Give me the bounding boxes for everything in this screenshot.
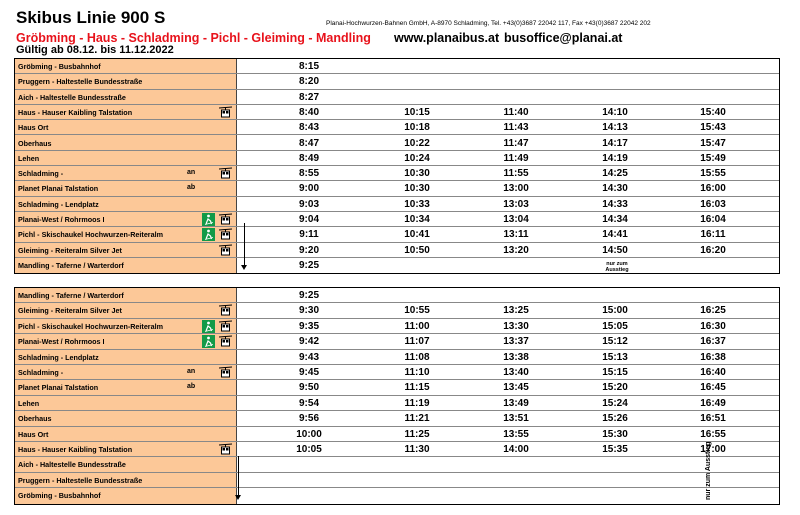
timetable-row bbox=[15, 258, 779, 273]
departure-time: 15:26 bbox=[602, 413, 628, 425]
stop-name: Gröbming - Busbahnhof bbox=[18, 491, 101, 501]
validity-period: Gültig ab 08.12. bis 11.12.2022 bbox=[16, 44, 174, 56]
timetable-row bbox=[15, 181, 779, 196]
departure-time: 13:45 bbox=[503, 382, 529, 394]
return-timetable bbox=[14, 287, 780, 505]
timetable-row bbox=[15, 197, 779, 212]
departure-time: 9:30 bbox=[298, 305, 319, 317]
departure-time: 16:30 bbox=[700, 320, 726, 332]
outbound-timetable bbox=[14, 58, 780, 274]
departure-time: 11:55 bbox=[503, 168, 529, 180]
departure-time: 16:25 bbox=[700, 305, 726, 317]
timetable-row bbox=[15, 59, 779, 74]
arrival-departure-label: an bbox=[187, 169, 196, 177]
departure-time: 9:54 bbox=[298, 397, 319, 409]
departure-time: 8:40 bbox=[298, 106, 319, 118]
stop-name: Mandling - Taferne / Warterdorf bbox=[18, 260, 124, 270]
departure-time: 13:00 bbox=[503, 183, 529, 195]
timetable-row bbox=[15, 380, 779, 395]
timetable-row bbox=[15, 288, 779, 303]
timetable-row bbox=[15, 427, 779, 442]
departure-time: 9:45 bbox=[298, 367, 319, 378]
departure-time: 15:35 bbox=[602, 444, 628, 455]
departure-time: 13:04 bbox=[503, 214, 529, 225]
departure-time: 9:42 bbox=[298, 336, 319, 348]
departure-time: 11:49 bbox=[503, 152, 529, 164]
departure-time: 14:00 bbox=[503, 444, 529, 455]
departure-time: 9:00 bbox=[298, 183, 319, 195]
departure-time: 13:51 bbox=[503, 413, 529, 425]
departure-time: 14:25 bbox=[602, 168, 628, 180]
departure-time: 15:49 bbox=[700, 152, 726, 164]
departure-time: 15:00 bbox=[602, 305, 628, 317]
stop-name: Haus Ort bbox=[18, 123, 49, 133]
departure-time: 16:38 bbox=[700, 351, 726, 363]
timetable-row bbox=[15, 319, 779, 334]
departure-time: 11:19 bbox=[404, 397, 430, 409]
stop-name: Gleiming - Reiteralm Silver Jet bbox=[18, 245, 122, 255]
exit-only-note-vertical: nur zum Ausstieg bbox=[705, 441, 712, 500]
timetable-row bbox=[15, 473, 779, 488]
ski-exit-icon bbox=[202, 213, 215, 226]
departure-time: 9:03 bbox=[298, 198, 319, 210]
gondola-lift-icon bbox=[219, 320, 232, 333]
departure-time: 8:15 bbox=[298, 61, 319, 72]
departure-time: 8:55 bbox=[298, 168, 319, 180]
stop-name: Lehen bbox=[18, 398, 40, 408]
exit-only-note: nur zum Ausstieg bbox=[605, 261, 629, 273]
departure-time: 14:10 bbox=[602, 106, 628, 118]
departure-time: 8:47 bbox=[298, 137, 319, 149]
departure-time: 16:04 bbox=[700, 214, 726, 225]
departure-time: 14:41 bbox=[602, 229, 628, 241]
direction-arrow-line bbox=[244, 223, 245, 265]
departure-time: 13:49 bbox=[503, 397, 529, 409]
ski-exit-icon bbox=[202, 320, 215, 333]
departure-time: 14:50 bbox=[602, 244, 628, 256]
departure-time: 16:45 bbox=[700, 382, 726, 394]
departure-time: 8:43 bbox=[298, 122, 319, 134]
departure-time: 15:15 bbox=[602, 367, 628, 378]
departure-time: 9:11 bbox=[299, 229, 319, 241]
departure-time: 8:49 bbox=[298, 152, 319, 164]
gondola-lift-icon bbox=[219, 304, 232, 317]
departure-time: 9:50 bbox=[298, 382, 319, 394]
direction-arrow-line bbox=[238, 456, 239, 496]
timetable-row bbox=[15, 90, 779, 105]
stop-name: Schladming - Lendplatz bbox=[18, 352, 99, 362]
ski-exit-icon bbox=[202, 335, 215, 348]
departure-time: 10:30 bbox=[404, 168, 430, 180]
stop-name: Schladming - Lendplatz bbox=[18, 199, 99, 209]
timetable-row bbox=[15, 120, 779, 135]
departure-time: 13:30 bbox=[503, 320, 529, 332]
stop-name: Pruggern - Haltestelle Bundesstraße bbox=[18, 475, 143, 485]
departure-time: 16:03 bbox=[700, 198, 726, 210]
departure-time: 15:55 bbox=[700, 168, 726, 180]
stop-name: Aich - Haltestelle Bundesstraße bbox=[18, 92, 126, 102]
departure-time: 15:47 bbox=[700, 137, 726, 149]
departure-time: 15:43 bbox=[700, 122, 726, 134]
departure-time: 8:27 bbox=[298, 91, 319, 103]
departure-time: 9:43 bbox=[298, 351, 319, 363]
departure-time: 13:25 bbox=[503, 305, 529, 317]
departure-time: 13:03 bbox=[503, 198, 529, 210]
stop-name: Pruggern - Haltestelle Bundesstraße bbox=[18, 77, 143, 87]
gondola-lift-icon bbox=[219, 443, 232, 456]
stop-name: Oberhaus bbox=[18, 414, 52, 424]
stop-name: Haus Ort bbox=[18, 429, 49, 439]
stop-name: Haus - Hauser Kaibling Talstation bbox=[18, 107, 133, 117]
departure-time: 11:47 bbox=[503, 137, 529, 149]
departure-time: 9:04 bbox=[298, 214, 319, 225]
stop-name: Planai-West / Rohrmoos I bbox=[18, 215, 105, 224]
stop-name: Schladming - bbox=[18, 368, 64, 377]
timetable-row bbox=[15, 212, 779, 227]
arrival-departure-label: ab bbox=[187, 383, 196, 391]
departure-time: 8:20 bbox=[298, 76, 319, 88]
departure-time: 10:24 bbox=[404, 152, 430, 164]
departure-time: 11:15 bbox=[404, 382, 430, 394]
departure-time: 14:17 bbox=[602, 137, 628, 149]
departure-time: 14:19 bbox=[602, 152, 628, 164]
departure-time: 11:21 bbox=[404, 413, 430, 425]
route-description: Gröbming - Haus - Schladming - Pichl - Gleiming - Mandling bbox=[16, 31, 371, 45]
departure-time: 10:22 bbox=[404, 137, 430, 149]
gondola-lift-icon bbox=[219, 213, 232, 226]
stop-name: Planet Planai Talstation bbox=[18, 383, 99, 393]
departure-time: 10:55 bbox=[404, 305, 430, 317]
stop-name: Oberhaus bbox=[18, 138, 52, 148]
departure-time: 9:20 bbox=[298, 244, 319, 256]
timetable-row bbox=[15, 334, 779, 349]
departure-time: 10:33 bbox=[404, 198, 430, 210]
gondola-lift-icon bbox=[219, 106, 232, 119]
departure-time: 10:30 bbox=[404, 183, 430, 195]
timetable-row bbox=[15, 227, 779, 242]
stop-name: Haus - Hauser Kaibling Talstation bbox=[18, 445, 133, 454]
departure-time: 14:33 bbox=[602, 198, 628, 210]
departure-time: 15:05 bbox=[602, 320, 628, 332]
timetable-row bbox=[15, 136, 779, 151]
timetable-row bbox=[15, 442, 779, 457]
departure-time: 10:00 bbox=[296, 428, 322, 440]
ski-exit-icon bbox=[202, 228, 215, 241]
stop-name: Gleiming - Reiteralm Silver Jet bbox=[18, 306, 122, 316]
departure-time: 14:34 bbox=[602, 214, 628, 225]
gondola-lift-icon bbox=[219, 167, 232, 180]
arrival-departure-label: an bbox=[187, 368, 196, 375]
direction-arrow-head bbox=[235, 495, 241, 500]
direction-arrow-head bbox=[241, 265, 247, 270]
departure-time: 13:38 bbox=[503, 351, 529, 363]
departure-time: 13:11 bbox=[503, 229, 529, 241]
departure-time: 11:43 bbox=[503, 122, 529, 134]
departure-time: 16:20 bbox=[700, 244, 726, 256]
gondola-lift-icon bbox=[219, 366, 232, 379]
departure-time: 10:15 bbox=[404, 106, 430, 118]
stop-name: Pichl - Skischaukel Hochwurzen-Reiteralm bbox=[18, 321, 163, 331]
departure-time: 9:25 bbox=[298, 259, 319, 271]
page-title: Skibus Linie 900 S bbox=[16, 8, 166, 27]
departure-time: 10:41 bbox=[404, 229, 430, 241]
departure-time: 13:55 bbox=[503, 428, 529, 440]
departure-time: 15:13 bbox=[602, 351, 628, 363]
timetable-row bbox=[15, 411, 779, 426]
departure-time: 11:08 bbox=[404, 351, 430, 363]
departure-time: 16:00 bbox=[700, 183, 726, 195]
departure-time: 11:07 bbox=[404, 336, 430, 348]
departure-time: 16:37 bbox=[700, 336, 726, 348]
departure-time: 15:24 bbox=[602, 397, 628, 409]
stop-name: Pichl - Skischaukel Hochwurzen-Reiteralm bbox=[18, 230, 163, 240]
departure-time: 11:25 bbox=[404, 428, 430, 440]
timetable-row bbox=[15, 151, 779, 166]
timetable-row bbox=[15, 166, 779, 181]
departure-time: 10:50 bbox=[404, 244, 430, 256]
departure-time: 16:55 bbox=[700, 428, 726, 440]
timetable-row bbox=[15, 365, 779, 380]
departure-time: 11:10 bbox=[404, 367, 430, 378]
departure-time: 9:25 bbox=[298, 290, 319, 301]
departure-time: 15:40 bbox=[700, 106, 726, 118]
departure-time: 11:30 bbox=[404, 444, 430, 455]
departure-time: 14:13 bbox=[602, 122, 628, 134]
timetable-row bbox=[15, 303, 779, 318]
arrival-departure-label: ab bbox=[187, 184, 196, 192]
timetable-row bbox=[15, 350, 779, 365]
stop-name: Planai-West / Rohrmoos I bbox=[18, 337, 105, 347]
departure-time: 16:11 bbox=[700, 229, 726, 241]
timetable-row bbox=[15, 457, 779, 472]
gondola-lift-icon bbox=[219, 228, 232, 241]
email-link[interactable]: busoffice@planai.at bbox=[504, 31, 623, 45]
departure-time: 13:40 bbox=[503, 367, 529, 378]
departure-time: 15:30 bbox=[602, 428, 628, 440]
departure-time: 16:51 bbox=[700, 413, 726, 425]
stop-name: Schladming - bbox=[18, 169, 64, 179]
timetable-row bbox=[15, 243, 779, 258]
departure-time: 17:00 bbox=[700, 444, 726, 455]
departure-time: 10:05 bbox=[296, 444, 322, 455]
departure-time: 13:20 bbox=[503, 244, 529, 256]
departure-time: 16:49 bbox=[700, 397, 726, 409]
departure-time: 10:34 bbox=[404, 214, 430, 225]
website-link[interactable]: www.planaibus.at bbox=[394, 31, 500, 45]
departure-time: 11:00 bbox=[404, 320, 430, 332]
stop-name: Mandling - Taferne / Warterdorf bbox=[18, 291, 124, 300]
departure-time: 16:40 bbox=[700, 367, 726, 378]
timetable-row bbox=[15, 74, 779, 89]
stop-name: Gröbming - Busbahnhof bbox=[18, 62, 101, 71]
timetable-row bbox=[15, 396, 779, 411]
company-info: Planai-Hochwurzen-Bahnen GmbH, A-8970 Schladming, Tel. +43(0)3687 22042 117, Fax +43(0)3687 22042 202 bbox=[326, 20, 651, 27]
departure-time: 9:35 bbox=[298, 320, 319, 332]
departure-time: 15:12 bbox=[602, 336, 628, 348]
departure-time: 9:56 bbox=[298, 413, 319, 425]
departure-time: 13:37 bbox=[503, 336, 529, 348]
gondola-lift-icon bbox=[219, 244, 232, 257]
stop-name: Lehen bbox=[18, 153, 40, 163]
page-header bbox=[14, 6, 794, 56]
stop-name: Planet Planai Talstation bbox=[18, 184, 99, 194]
timetable-row bbox=[15, 488, 779, 503]
departure-time: 14:30 bbox=[602, 183, 628, 195]
timetable-row bbox=[15, 105, 779, 120]
departure-time: 10:18 bbox=[404, 122, 430, 134]
departure-time: 11:40 bbox=[503, 106, 529, 118]
departure-time: 15:20 bbox=[602, 382, 628, 394]
gondola-lift-icon bbox=[219, 335, 232, 348]
stop-name: Aich - Haltestelle Bundesstraße bbox=[18, 460, 126, 470]
